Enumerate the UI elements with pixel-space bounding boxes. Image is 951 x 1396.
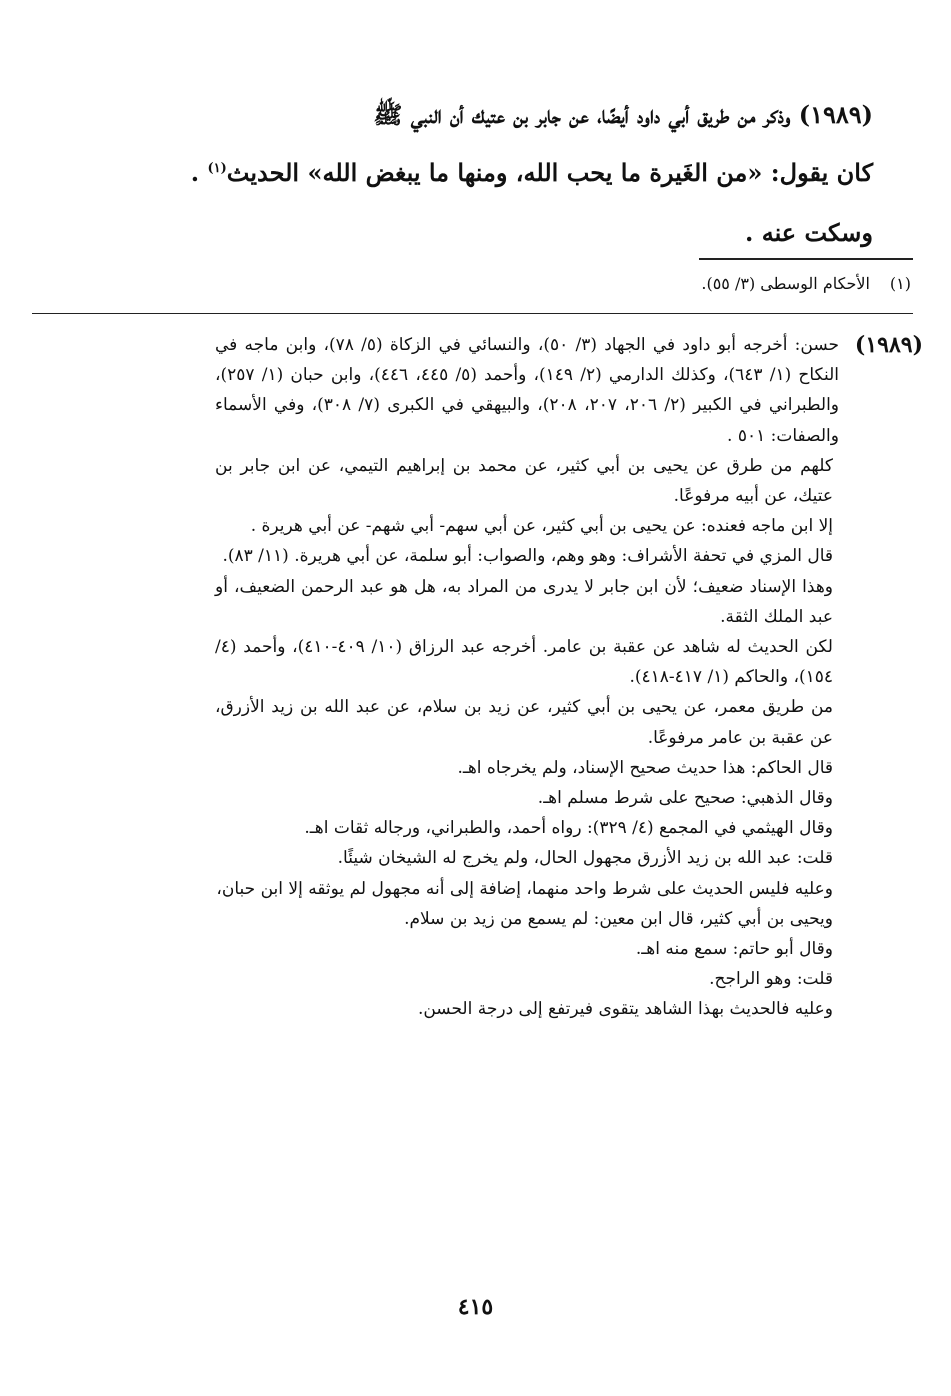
commentary-paragraph: إلا ابن ماجه فعنده: عن يحيى بن أبي كثير، عن أبي سهم- أبي شهم- عن أبي هريرة . — [250, 516, 833, 537]
main-text — [153, 86, 873, 262]
footnote-separator — [699, 258, 913, 260]
commentary — [215, 330, 923, 1025]
commentary-paragraph: قال الحاكم: هذا حديث صحيح الإسناد، ولم يخرجاه اهـ. — [457, 757, 833, 778]
main-line-1 — [153, 86, 873, 144]
commentary-paragraph: وعليه فليس الحديث على شرط واحد منهما، إضافة إلى أنه مجهول لم يوثقه إلا ابن حبان، — [216, 878, 833, 899]
main-line-2 — [153, 144, 873, 202]
commentary-paragraph: كلهم من طرق عن يحيى بن أبي كثير، عن محمد بن إبراهيم التيمي، عن ابن جابر بن عتيك، عن أبيه مرفوعًا. — [215, 455, 833, 507]
footnote-marker: (١) — [889, 274, 911, 293]
commentary-paragraph: قال المزي في تحفة الأشراف: وهو وهم، والصواب: أبو سلمة، عن أبي هريرة. (١١/ ٨٣). — [222, 546, 833, 567]
commentary-separator — [32, 313, 913, 314]
commentary-paragraph: قلت: وهو الراجح. — [709, 969, 833, 990]
commentary-paragraph: لكن الحديث له شاهد عن عقبة بن عامر. أخرجه عبد الرزاق (١٠/ ٤٠٩-٤١٠)، وأحمد (٤/ ١٥٤)، والحاكم (١/ ٤١٧-٤١٨). — [215, 637, 833, 688]
commentary-paragraph: من طريق معمر، عن يحيى بن أبي كثير، عن زيد بن سلام، عن عبد الله بن زيد الأزرق، عن عقبة بن عامر مرفوعًا. — [215, 697, 833, 748]
main-line-2-text: كان يقول: «من الغَيرة ما يحب الله، ومنها ما يبغض الله» الحديث — [226, 158, 873, 187]
commentary-paragraph: ويحيى بن أبي كثير، قال ابن معين: لم يسمع من زيد بن سلام. — [404, 908, 833, 929]
commentary-paragraph: وقال الهيثمي في المجمع (٤/ ٣٢٩): رواه أحمد، والطبراني، ورجاله ثقات اهـ. — [304, 818, 833, 839]
page-number: ٤١٥ — [457, 1294, 494, 1320]
commentary-paragraph: وهذا الإسناد ضعيف؛ لأن ابن جابر لا يدرى من المراد به، هل هو عبد الرحمن الضعيف، أو عبد الملك الثقة. — [215, 576, 833, 627]
main-line-1-text: وذكر من طريق أبي داود أيضًا، عن جابر بن عتيك أن النبي ﷺ — [373, 100, 791, 129]
hadith-number: (١٩٨٩) — [798, 100, 873, 129]
commentary-paragraph: وقال أبو حاتم: سمع منه اهـ. — [635, 939, 833, 960]
commentary-number: (١٩٨٩) — [854, 332, 923, 358]
commentary-paragraph: قلت: عبد الله بن زيد الأزرق مجهول الحال، ولم يخرج له الشيخان شيئًا. — [337, 848, 833, 869]
footnote — [51, 272, 911, 296]
main-line-2-end: . — [190, 158, 208, 187]
commentary-paragraph: وعليه فالحديث بهذا الشاهد يتقوى فيرتفع إلى درجة الحسن. — [417, 999, 833, 1020]
main-line-3: وسكت عنه . — [744, 218, 873, 247]
footnote-reference[interactable]: (١) — [207, 161, 227, 176]
footnote-text: الأحكام الوسطى (٣/ ٥٥). — [701, 274, 870, 293]
commentary-first-block: حسن: أخرجه أبو داود في الجهاد (٣/ ٥٠)، والنسائي في الزكاة (٥/ ٧٨)، وابن ماجه في النكاح (١/ ٦٤٣)، وكذلك الدارمي (٢/ ١٤٩)، وأحمد (٥/ ٤٤٥، ٤٤٦)، وابن حبان (١/ ٢٥٧)، والطبراني في الكبير (٢/ ٢٠٦، ٢٠٧، ٢٠٨)، والبيهقي في الكبرى (٧/ ٣٠٨)، وفي الأسماء والصفات: ٥٠١ . — [215, 335, 840, 446]
commentary-paragraph: وقال الذهبي: صحيح على شرط مسلم اهـ. — [537, 788, 833, 809]
